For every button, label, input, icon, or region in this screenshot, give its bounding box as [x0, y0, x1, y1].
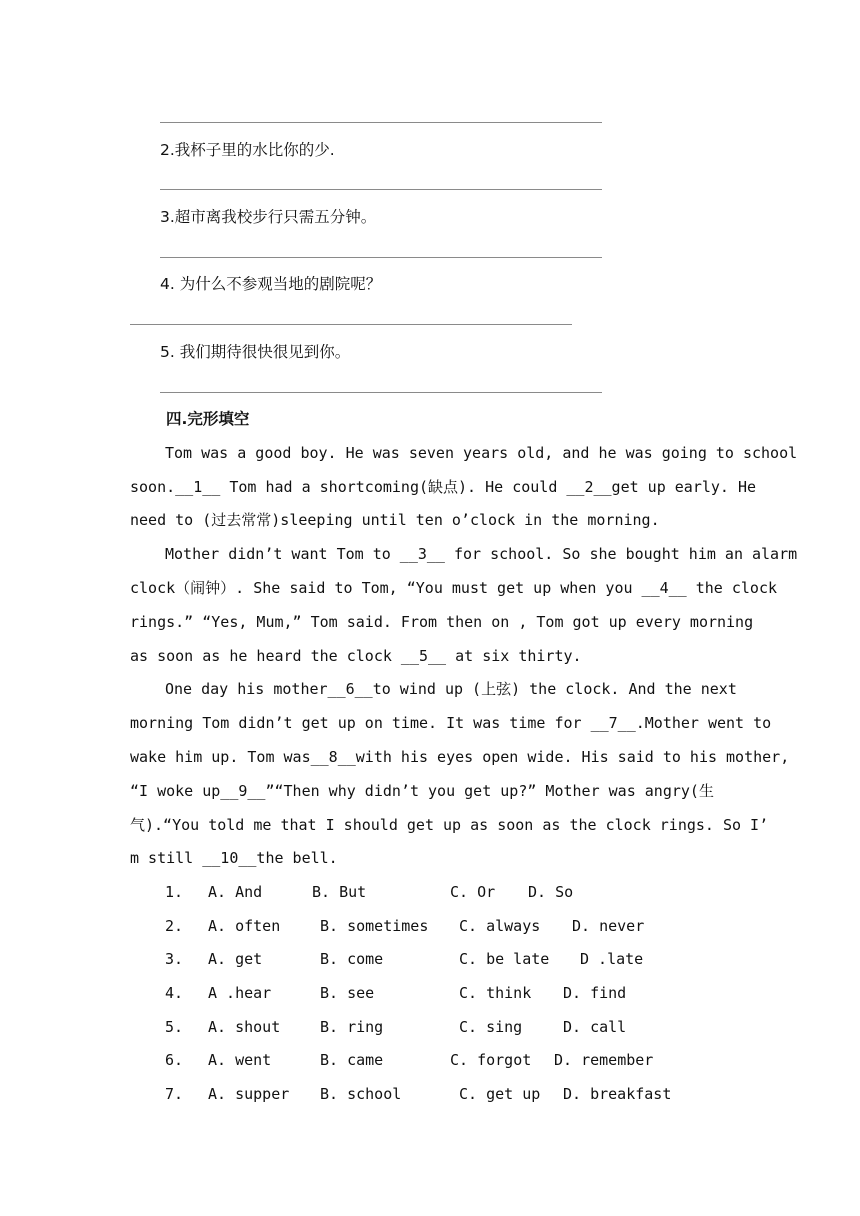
option-a: A. went — [208, 1051, 272, 1069]
passage-line: Tom was a good boy. He was seven years old, and he was going to school — [165, 444, 798, 462]
option-d: D. never — [572, 917, 645, 935]
answer-line — [160, 189, 602, 190]
option-d: D. find — [563, 984, 627, 1002]
passage-line: One day his mother__6__to wind up (上弦) the clock. And the next — [165, 680, 737, 698]
option-a: A. supper — [208, 1085, 290, 1103]
option-b: B. ring — [320, 1018, 384, 1036]
answer-line — [130, 324, 572, 325]
option-c: C. be late — [459, 950, 550, 968]
question-number: 5. — [165, 1018, 184, 1036]
question-number: 2. — [165, 917, 184, 935]
option-c: C. always — [459, 917, 541, 935]
translation-item-5: 5. 我们期待很快很见到你。 — [160, 343, 351, 361]
option-c: C. think — [459, 984, 532, 1002]
option-c: C. forgot — [450, 1051, 532, 1069]
option-b: B. sometimes — [320, 917, 429, 935]
translation-item-4: 4. 为什么不参观当地的剧院呢？ — [160, 275, 382, 293]
option-b: B. But — [312, 883, 367, 901]
option-c: C. get up — [459, 1085, 541, 1103]
question-number: 1. — [165, 883, 184, 901]
translation-item-3: 3.超市离我校步行只需五分钟。 — [160, 208, 377, 226]
option-a: A .hear — [208, 984, 272, 1002]
question-number: 7. — [165, 1085, 184, 1103]
passage-line: m still __10__the bell. — [130, 849, 338, 867]
passage-line: clock（闹钟）. She said to Tom, “You must get up when you __4__ the clock — [130, 579, 777, 597]
option-d: D. So — [528, 883, 574, 901]
answer-line — [160, 257, 602, 258]
option-c: C. sing — [459, 1018, 523, 1036]
passage-line: need to (过去常常)sleeping until ten o’clock in the morning. — [130, 511, 660, 529]
option-a: A. often — [208, 917, 281, 935]
section-heading: 四.完形填空 — [166, 410, 250, 428]
option-a: A. shout — [208, 1018, 281, 1036]
option-d: D. call — [563, 1018, 627, 1036]
answer-line — [160, 122, 602, 123]
option-b: B. see — [320, 984, 375, 1002]
translation-item-2: 2.我杯子里的水比你的少. — [160, 141, 335, 159]
answer-line — [160, 392, 602, 393]
question-number: 3. — [165, 950, 184, 968]
passage-line: Mother didn’t want Tom to __3__ for school. So she bought him an alarm — [165, 545, 798, 563]
option-a: A. And — [208, 883, 263, 901]
option-c: C. Or — [450, 883, 496, 901]
passage-line: “I woke up__9__”“Then why didn’t you get up?” Mother was angry(生 — [130, 782, 714, 800]
question-number: 4. — [165, 984, 184, 1002]
passage-line: wake him up. Tom was__8__with his eyes open wide. His said to his mother, — [130, 748, 790, 766]
option-d: D. breakfast — [563, 1085, 672, 1103]
passage-line: 气).“You told me that I should get up as soon as the clock rings. So I’ — [130, 816, 769, 834]
option-d: D .late — [580, 950, 644, 968]
passage-line: rings.” “Yes, Mum,” Tom said. From then on , Tom got up every morning — [130, 613, 754, 631]
passage-line: soon.__1__ Tom had a shortcoming(缺点). He could __2__get up early. He — [130, 478, 757, 496]
question-number: 6. — [165, 1051, 184, 1069]
option-d: D. remember — [554, 1051, 654, 1069]
passage-line: as soon as he heard the clock __5__ at six thirty. — [130, 647, 582, 665]
option-b: B. school — [320, 1085, 402, 1103]
option-b: B. come — [320, 950, 384, 968]
passage-line: morning Tom didn’t get up on time. It was time for __7__.Mother went to — [130, 714, 772, 732]
option-b: B. came — [320, 1051, 384, 1069]
option-a: A. get — [208, 950, 263, 968]
